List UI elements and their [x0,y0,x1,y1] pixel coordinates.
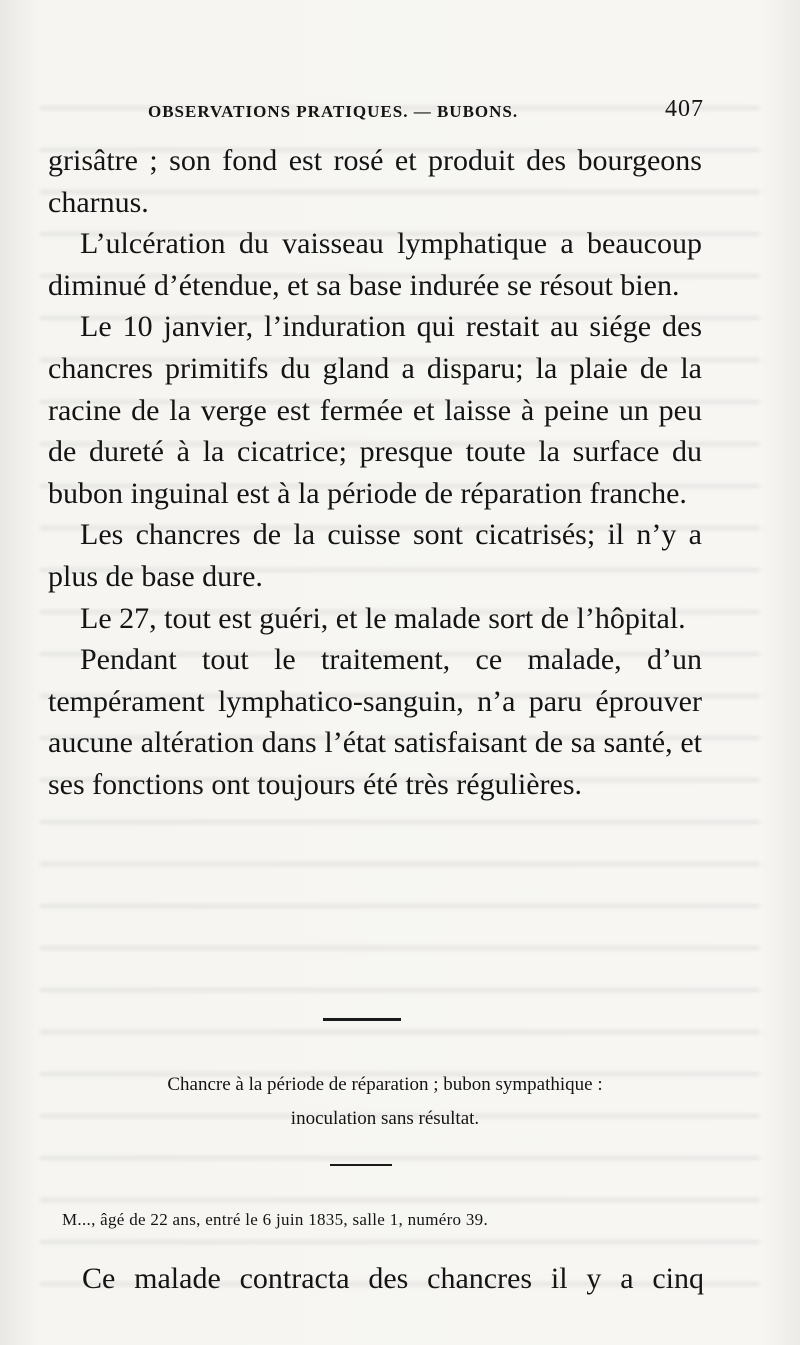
case-title-line: Chancre à la période de réparation ; bubon sympathique : [167,1074,603,1095]
case-title-line: inoculation sans résultat. [290,1108,480,1129]
paragraph: L’ulcération du vaisseau lymphatique a beaucoup diminué d’étendue, et sa base indurée se résout bien. [48,227,702,302]
short-divider [330,1164,392,1166]
body-text [48,140,702,806]
running-head [148,96,708,126]
paragraph: Le 10 janvier, l’induration qui restait au siége des chancres primitifs du gland a disparu; la plaie de la racine de la verge est fermée et laisse à peine un peu de dureté à la cicatrice; presque toute la surface du bubon inguinal est à la période de réparation franche. [48,310,702,510]
section-divider [323,1018,401,1021]
running-title: OBSERVATIONS PRATIQUES. — BUBONS. [148,102,519,121]
patient-details: M..., âgé de 22 ans, entré le 6 juin 1835, salle 1, numéro 39. [62,1210,489,1229]
page-number: 407 [665,96,704,122]
paragraph-start: Ce malade contracta des chancres il y a cinq [82,1262,704,1295]
paragraph: Pendant tout le traitement, ce malade, d’un tempérament lymphatico-sanguin, n’a paru éprouver aucune altération dans l’état satisfaisant de sa santé, et ses fonctions ont toujours été très régulières. [48,643,702,801]
case-title [60,1068,710,1136]
paragraph: grisâtre ; son fond est rosé et produit des bourgeons charnus. [48,144,702,219]
paragraph: Le 27, tout est guéri, et le malade sort de l’hôpital. [80,601,686,635]
paragraph: Les chancres de la cuisse sont cicatrisés; il n’y a plus de base dure. [48,518,702,593]
